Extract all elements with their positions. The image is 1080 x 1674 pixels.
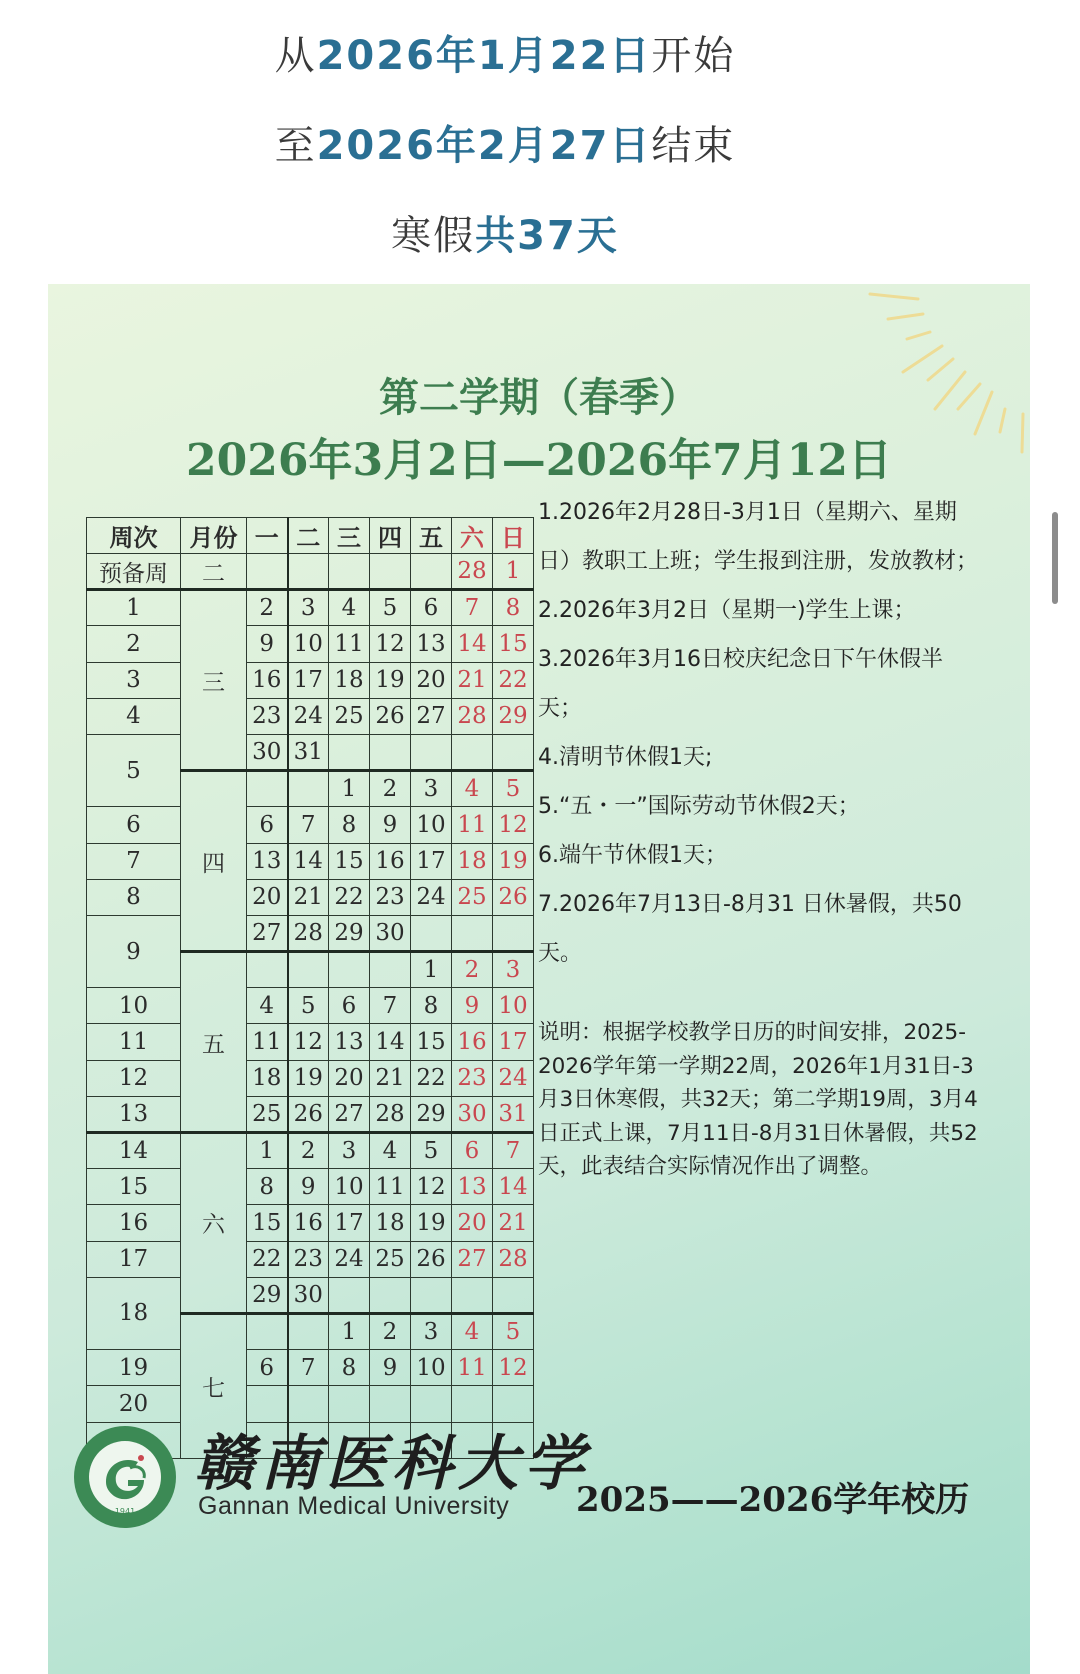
day-cell: 30: [370, 915, 411, 951]
day-cell: [452, 734, 493, 770]
total-prefix: 寒假: [391, 213, 476, 259]
day-cell: 13: [452, 1169, 493, 1205]
day-cell: 19: [370, 662, 411, 698]
table-row: [87, 1205, 534, 1241]
day-cell: 11: [452, 1350, 493, 1386]
day-cell: [452, 915, 493, 951]
week-number-cell: 5: [87, 734, 181, 806]
table-row: [87, 1169, 534, 1205]
day-cell: 24: [329, 1241, 370, 1277]
day-cell: 1: [329, 771, 370, 807]
day-cell: 7: [452, 590, 493, 626]
day-cell: 17: [411, 843, 452, 879]
day-cell: 22: [493, 662, 534, 698]
day-cell: 31: [288, 734, 329, 770]
day-cell: 24: [493, 1060, 534, 1096]
week-number-cell: 14: [87, 1133, 181, 1169]
day-cell: 17: [288, 662, 329, 698]
day-cell: 18: [452, 843, 493, 879]
day-cell: [411, 1277, 452, 1313]
day-cell: 28: [452, 554, 493, 590]
day-cell: 23: [452, 1060, 493, 1096]
page-scrollbar[interactable]: [1052, 512, 1058, 604]
day-cell: 16: [288, 1205, 329, 1241]
day-cell: 19: [288, 1060, 329, 1096]
day-cell: [493, 734, 534, 770]
day-cell: 28: [452, 698, 493, 734]
day-cell: 25: [370, 1241, 411, 1277]
day-cell: 6: [411, 590, 452, 626]
day-cell: 19: [493, 843, 534, 879]
note-item: 1.2026年2月28日-3月1日（星期六、星期日）教职工上班；学生报到注册，发放教材；: [538, 500, 979, 574]
university-name-chinese: 赣南医科大学: [194, 1429, 590, 1499]
day-cell: 31: [493, 1096, 534, 1132]
day-cell: 1: [411, 952, 452, 988]
day-cell: 10: [329, 1169, 370, 1205]
day-cell: 11: [452, 807, 493, 843]
week-number-cell: 15: [87, 1169, 181, 1205]
week-number-cell: 17: [87, 1241, 181, 1277]
day-cell: 27: [452, 1241, 493, 1277]
day-cell: 28: [493, 1241, 534, 1277]
day-cell: 25: [247, 1096, 288, 1132]
note-item: 5.“五・一”国际劳动节休假2天；: [538, 794, 860, 819]
day-cell: 27: [247, 915, 288, 951]
table-row: [87, 879, 534, 915]
day-cell: 12: [288, 1024, 329, 1060]
end-prefix: 至: [274, 123, 317, 169]
day-cell: 1: [247, 1133, 288, 1169]
week-number-cell: 2: [87, 626, 181, 662]
table-row: [87, 662, 534, 698]
term-title: 第二学期（春季）: [379, 374, 699, 421]
start-suffix: 开始: [651, 33, 736, 79]
week-number-cell: 19: [87, 1350, 181, 1386]
day-cell: 6: [329, 988, 370, 1024]
day-cell: 29: [247, 1277, 288, 1313]
university-logo-icon: [72, 1424, 178, 1530]
day-cell: [288, 1313, 329, 1349]
table-row: [87, 807, 534, 843]
header-sun: 日: [493, 518, 534, 554]
note-item: 6.端午节休假1天；: [538, 843, 727, 868]
table-row: [87, 1060, 534, 1096]
header-month: 月份: [181, 518, 247, 554]
header-tue: 二: [288, 518, 329, 554]
day-cell: 18: [247, 1060, 288, 1096]
academic-calendar-poster: [48, 284, 1030, 1674]
break-end-line: [0, 122, 1010, 170]
day-cell: [370, 1277, 411, 1313]
calendar-notes: [538, 488, 978, 978]
break-total-days: 共37天: [475, 213, 619, 259]
day-cell: 7: [288, 1350, 329, 1386]
day-cell: [329, 734, 370, 770]
day-cell: 23: [247, 698, 288, 734]
day-cell: 4: [329, 590, 370, 626]
day-cell: 3: [411, 771, 452, 807]
day-cell: 6: [247, 1350, 288, 1386]
day-cell: 4: [370, 1133, 411, 1169]
week-number-cell: 18: [87, 1277, 181, 1349]
day-cell: 10: [288, 626, 329, 662]
header-sat: 六: [452, 518, 493, 554]
day-cell: 5: [493, 1313, 534, 1349]
day-cell: 3: [411, 1313, 452, 1349]
day-cell: 19: [411, 1205, 452, 1241]
day-cell: 11: [329, 626, 370, 662]
day-cell: [329, 554, 370, 590]
header-week: 周次: [87, 518, 181, 554]
day-cell: 4: [452, 1313, 493, 1349]
day-cell: 7: [288, 807, 329, 843]
day-cell: 1: [493, 554, 534, 590]
day-cell: 6: [247, 807, 288, 843]
day-cell: 5: [411, 1133, 452, 1169]
day-cell: 27: [329, 1096, 370, 1132]
day-cell: 22: [411, 1060, 452, 1096]
calendar-remark: 说明：根据学校教学日历的时间安排，2025-2026学年第一学期22周，2026年1月31日-3月3日休寒假，共32天；第二学期19周，3月4日正式上课，7月11日-8月31日休暑假，共52天，此表结合实际情况作出了调整。: [538, 1020, 978, 1179]
day-cell: 26: [411, 1241, 452, 1277]
term-date-range: 2026年3月2日—2026年7月12日: [186, 435, 892, 486]
day-cell: 29: [493, 698, 534, 734]
day-cell: 3: [288, 590, 329, 626]
month-cell: 五: [181, 952, 247, 1133]
day-cell: 15: [329, 843, 370, 879]
day-cell: 9: [370, 1350, 411, 1386]
day-cell: 16: [247, 662, 288, 698]
day-cell: 14: [288, 843, 329, 879]
table-row: [87, 590, 534, 626]
day-cell: 9: [247, 626, 288, 662]
day-cell: 9: [288, 1169, 329, 1205]
day-cell: [411, 554, 452, 590]
week-number-cell: 7: [87, 843, 181, 879]
week-number-cell: 9: [87, 915, 181, 987]
day-cell: 15: [411, 1024, 452, 1060]
table-row: [87, 1277, 534, 1313]
day-cell: 18: [370, 1205, 411, 1241]
week-number-cell: 8: [87, 879, 181, 915]
day-cell: 21: [493, 1205, 534, 1241]
week-number-cell: 12: [87, 1060, 181, 1096]
break-end-date: 2026年2月27日: [316, 123, 652, 169]
week-number-cell: 16: [87, 1205, 181, 1241]
day-cell: [370, 734, 411, 770]
note-item: 4.清明节休假1天;: [538, 745, 713, 770]
day-cell: 11: [247, 1024, 288, 1060]
start-prefix: 从: [274, 33, 317, 79]
day-cell: 2: [247, 590, 288, 626]
week-number-cell: 1: [87, 590, 181, 626]
table-row: [87, 988, 534, 1024]
day-cell: 20: [329, 1060, 370, 1096]
day-cell: 14: [493, 1169, 534, 1205]
day-cell: 14: [370, 1024, 411, 1060]
day-cell: 5: [370, 590, 411, 626]
day-cell: 25: [452, 879, 493, 915]
day-cell: 26: [370, 698, 411, 734]
table-row: [87, 1024, 534, 1060]
month-cell: 七: [181, 1313, 247, 1458]
day-cell: 7: [493, 1133, 534, 1169]
break-start-line: [0, 32, 1010, 80]
day-cell: [411, 915, 452, 951]
day-cell: 23: [370, 879, 411, 915]
note-item: 3.2026年3月16日校庆纪念日下午休假半天；: [538, 647, 943, 721]
table-row: [87, 1133, 534, 1169]
table-header-row: [87, 518, 534, 554]
day-cell: 1: [329, 1313, 370, 1349]
table-row: [87, 626, 534, 662]
header-thu: 四: [370, 518, 411, 554]
day-cell: 22: [247, 1241, 288, 1277]
day-cell: 12: [493, 807, 534, 843]
day-cell: 22: [329, 879, 370, 915]
day-cell: [370, 554, 411, 590]
day-cell: 9: [452, 988, 493, 1024]
day-cell: 9: [370, 807, 411, 843]
day-cell: 13: [411, 626, 452, 662]
end-suffix: 结束: [651, 123, 736, 169]
day-cell: [370, 952, 411, 988]
day-cell: 17: [493, 1024, 534, 1060]
table-row: [87, 1350, 534, 1386]
day-cell: 8: [247, 1169, 288, 1205]
day-cell: 30: [247, 734, 288, 770]
university-name-english: Gannan Medical University: [198, 1492, 510, 1520]
table-row: [87, 554, 534, 590]
day-cell: [247, 554, 288, 590]
day-cell: 24: [411, 879, 452, 915]
week-number-cell: 20: [87, 1386, 181, 1422]
day-cell: 3: [493, 952, 534, 988]
break-total-line: [0, 212, 1010, 260]
day-cell: [452, 1277, 493, 1313]
day-cell: 3: [329, 1133, 370, 1169]
day-cell: 13: [247, 843, 288, 879]
day-cell: 28: [288, 915, 329, 951]
day-cell: 27: [411, 698, 452, 734]
day-cell: [493, 1277, 534, 1313]
day-cell: 26: [288, 1096, 329, 1132]
table-row: [87, 1241, 534, 1277]
day-cell: 29: [329, 915, 370, 951]
month-cell: 三: [181, 590, 247, 771]
day-cell: [329, 952, 370, 988]
day-cell: 2: [370, 771, 411, 807]
day-cell: [411, 734, 452, 770]
day-cell: 21: [370, 1060, 411, 1096]
week-number-cell: 10: [87, 988, 181, 1024]
week-number-cell: 13: [87, 1096, 181, 1132]
day-cell: 28: [370, 1096, 411, 1132]
day-cell: 21: [288, 879, 329, 915]
day-cell: 8: [493, 590, 534, 626]
day-cell: 25: [329, 698, 370, 734]
day-cell: 5: [288, 988, 329, 1024]
week-number-cell: 预备周: [87, 554, 181, 590]
svg-text:1941: 1941: [114, 1507, 136, 1516]
day-cell: 23: [288, 1241, 329, 1277]
day-cell: 10: [493, 988, 534, 1024]
week-number-cell: 4: [87, 698, 181, 734]
note-item: 2.2026年3月2日（星期一)学生上课；: [538, 598, 916, 623]
day-cell: 2: [288, 1133, 329, 1169]
day-cell: 10: [411, 807, 452, 843]
day-cell: [288, 952, 329, 988]
day-cell: 14: [452, 626, 493, 662]
week-number-cell: 6: [87, 807, 181, 843]
day-cell: 12: [370, 626, 411, 662]
week-number-cell: 11: [87, 1024, 181, 1060]
day-cell: 4: [247, 988, 288, 1024]
day-cell: 6: [452, 1133, 493, 1169]
day-cell: 12: [493, 1350, 534, 1386]
day-cell: 2: [452, 952, 493, 988]
month-cell: 二: [181, 554, 247, 590]
day-cell: 5: [493, 771, 534, 807]
table-row: [87, 843, 534, 879]
day-cell: 16: [452, 1024, 493, 1060]
day-cell: [329, 1277, 370, 1313]
month-cell: 六: [181, 1133, 247, 1314]
header-mon: 一: [247, 518, 288, 554]
day-cell: 26: [493, 879, 534, 915]
day-cell: 4: [452, 771, 493, 807]
day-cell: 13: [329, 1024, 370, 1060]
header-wed: 三: [329, 518, 370, 554]
day-cell: 8: [329, 807, 370, 843]
semester-calendar-table: [86, 517, 534, 1459]
day-cell: 30: [288, 1277, 329, 1313]
day-cell: 18: [329, 662, 370, 698]
week-number-cell: 3: [87, 662, 181, 698]
day-cell: 21: [452, 662, 493, 698]
academic-year-label: 2025——2026学年校历: [576, 1480, 970, 1520]
day-cell: 29: [411, 1096, 452, 1132]
day-cell: 30: [452, 1096, 493, 1132]
day-cell: 20: [411, 662, 452, 698]
day-cell: 20: [247, 879, 288, 915]
day-cell: 20: [452, 1205, 493, 1241]
day-cell: 15: [493, 626, 534, 662]
day-cell: 17: [329, 1205, 370, 1241]
day-cell: 2: [370, 1313, 411, 1349]
day-cell: 15: [247, 1205, 288, 1241]
day-cell: [247, 771, 288, 807]
day-cell: [247, 1313, 288, 1349]
day-cell: 12: [411, 1169, 452, 1205]
day-cell: [288, 554, 329, 590]
table-row: [87, 915, 534, 951]
table-row: [87, 734, 534, 770]
day-cell: 11: [370, 1169, 411, 1205]
day-cell: 7: [370, 988, 411, 1024]
header-fri: 五: [411, 518, 452, 554]
table-row: [87, 1096, 534, 1132]
day-cell: [493, 915, 534, 951]
break-start-date: 2026年1月22日: [316, 33, 652, 79]
day-cell: 24: [288, 698, 329, 734]
day-cell: 10: [411, 1350, 452, 1386]
note-item: 7.2026年7月13日-8月31 日休暑假，共50天。: [538, 892, 962, 966]
table-row: [87, 698, 534, 734]
day-cell: [288, 771, 329, 807]
day-cell: 8: [411, 988, 452, 1024]
day-cell: 8: [329, 1350, 370, 1386]
day-cell: [247, 952, 288, 988]
month-cell: 四: [181, 771, 247, 952]
day-cell: 16: [370, 843, 411, 879]
